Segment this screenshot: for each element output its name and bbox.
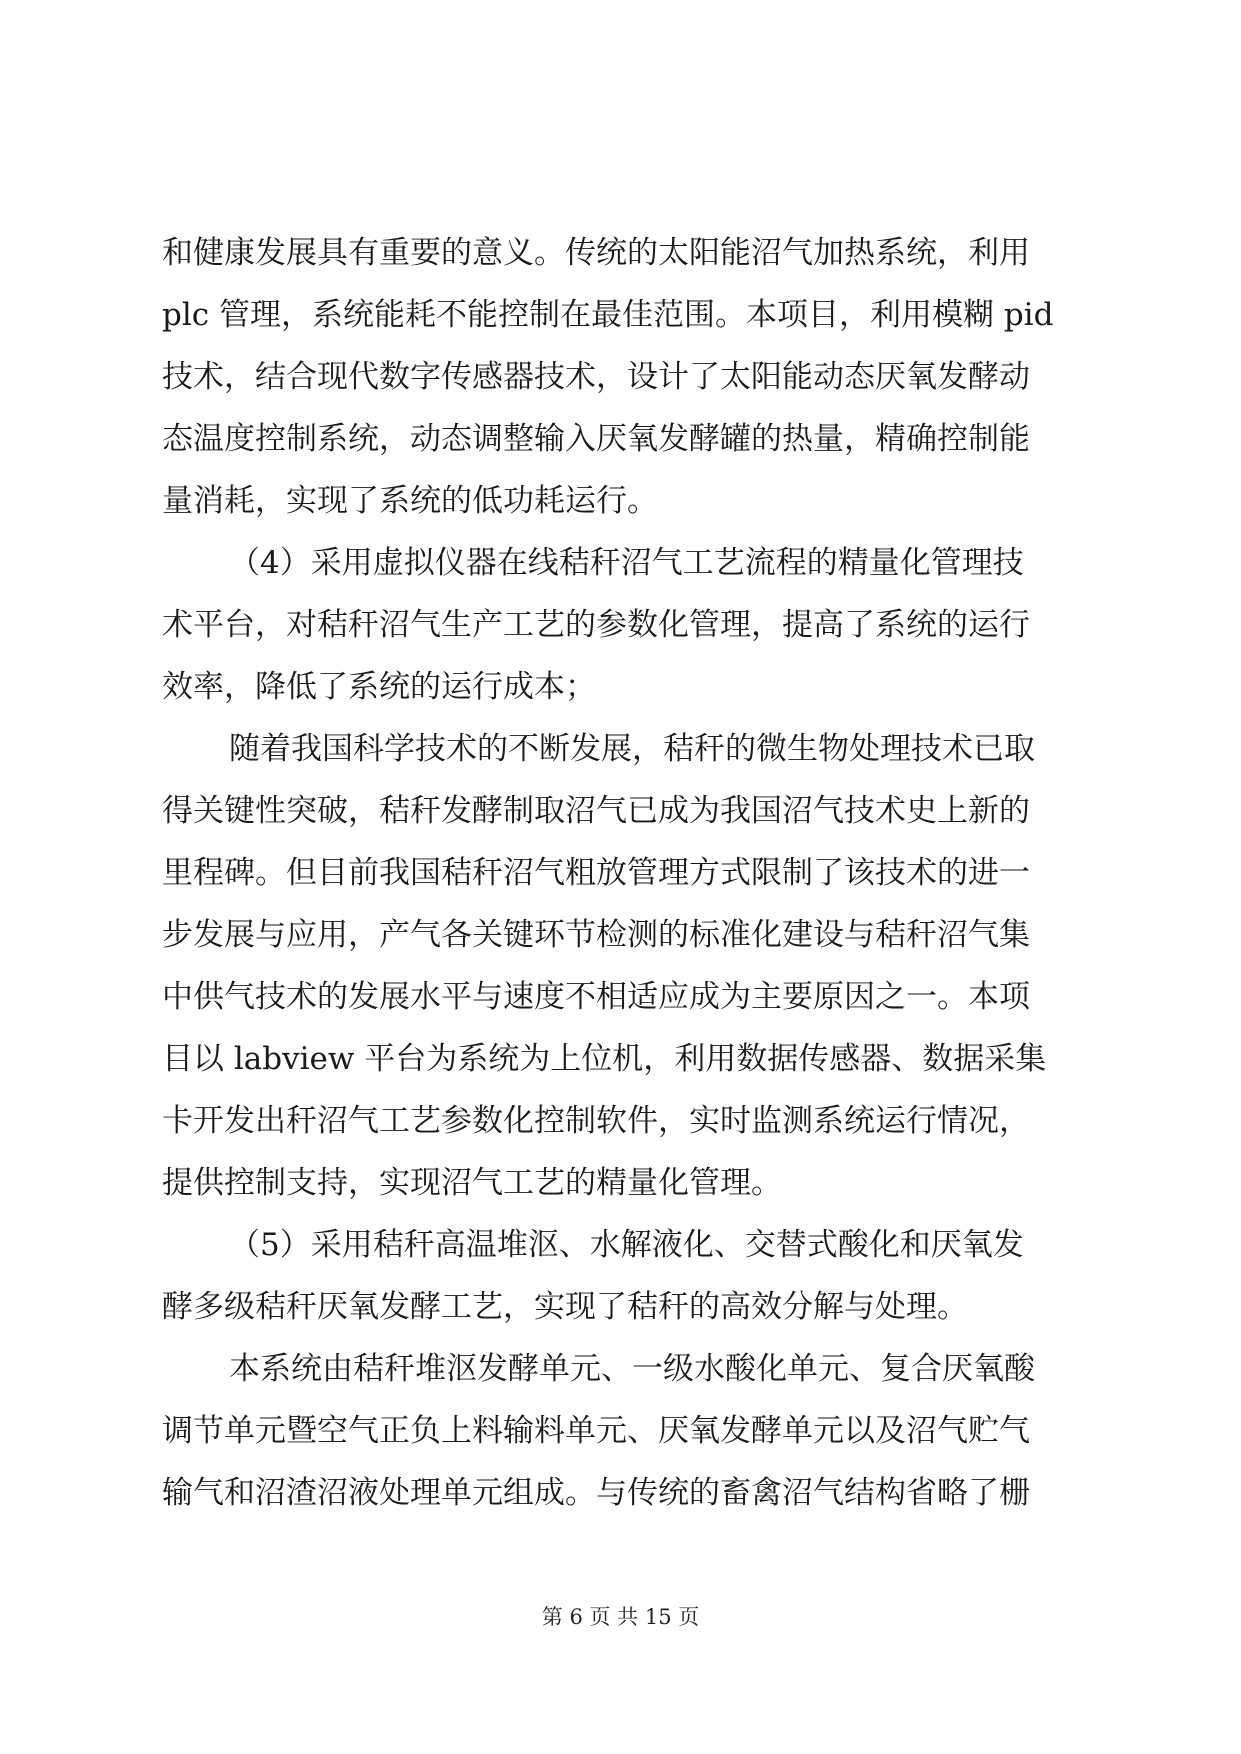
text-line: 态温度控制系统，动态调整输入厌氧发酵罐的热量，精确控制能 <box>162 421 1030 457</box>
text-line: 卡开发出秆沼气工艺参数化控制软件，实时监测系统运行情况， <box>162 1103 1030 1139</box>
text-line: 里程碑。但目前我国秸秆沼气粗放管理方式限制了该技术的进一 <box>162 855 1030 891</box>
text-line: 技术，结合现代数字传感器技术，设计了太阳能动态厌氧发酵动 <box>162 359 1030 395</box>
paragraph-start-line: 随着我国科学技术的不断发展，秸秆的微生物处理技术已取 <box>229 731 1035 767</box>
text-line: 量消耗，实现了系统的低功耗运行。 <box>162 483 658 519</box>
paragraph-start-line: （5）采用秸秆高温堆沤、水解液化、交替式酸化和厌氧发 <box>229 1227 1024 1263</box>
text-line: 得关键性突破，秸秆发酵制取沼气已成为我国沼气技术史上新的 <box>162 793 1030 829</box>
text-line: 效率，降低了系统的运行成本； <box>162 669 596 705</box>
text-line: 酵多级秸秆厌氧发酵工艺，实现了秸秆的高效分解与处理。 <box>162 1289 968 1325</box>
text-line: 术平台，对秸秆沼气生产工艺的参数化管理，提高了系统的运行 <box>162 607 1030 643</box>
text-line: 和健康发展具有重要的意义。传统的太阳能沼气加热系统，利用 <box>162 235 1030 271</box>
paragraph-start-line: 本系统由秸秆堆沤发酵单元、一级水酸化单元、复合厌氧酸 <box>229 1351 1035 1387</box>
paragraph-start-line: （4）采用虚拟仪器在线秸秆沼气工艺流程的精量化管理技 <box>229 545 1024 581</box>
text-line: 提供控制支持，实现沼气工艺的精量化管理。 <box>162 1165 782 1201</box>
text-line: 目以 labview 平台为系统为上位机，利用数据传感器、数据采集 <box>162 1041 1047 1077</box>
text-line: 调节单元暨空气正负上料输料单元、厌氧发酵单元以及沼气贮气 <box>162 1413 1030 1449</box>
text-line: 步发展与应用，产气各关键环节检测的标准化建设与秸秆沼气集 <box>162 917 1030 953</box>
text-line: plc 管理，系统能耗不能控制在最佳范围。本项目，利用模糊 pid <box>162 297 1054 333</box>
body-text <box>162 222 1092 1524</box>
page-number-footer: 第 6 页 共 15 页 <box>541 1605 700 1629</box>
text-line: 中供气技术的发展水平与速度不相适应成为主要原因之一。本项 <box>162 979 1030 1015</box>
text-line: 输气和沼渣沼液处理单元组成。与传统的畜禽沼气结构省略了栅 <box>162 1475 1030 1511</box>
